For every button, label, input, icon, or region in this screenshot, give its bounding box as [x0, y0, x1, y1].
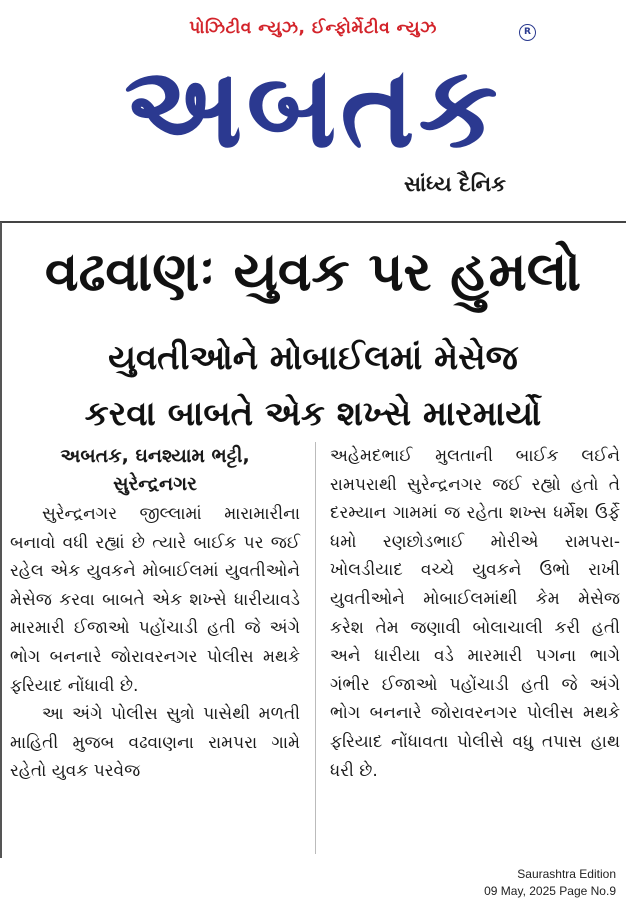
page-footer: [484, 866, 616, 900]
left-border: [0, 222, 2, 858]
newspaper-logo: અબતક: [124, 43, 502, 173]
article-subheadline-line2: કરવા બાબતે એક શખ્સે મારમાર્યો: [84, 394, 542, 434]
article-paragraph-2-start: આ અંગે પોલીસ સુત્રો પાસેથી મળતી માહિતી મુજબ વઢવાણના રામપરા ગામે રહેતો યુવક પરવેજ: [10, 704, 300, 782]
article-subheadline-line1: યુવતીઓને મોબાઈલમાં મેસેજ: [108, 338, 518, 378]
article-byline: [10, 442, 300, 498]
byline-author: અબતક, ઘનશ્યામ ભટ્ટી,: [60, 445, 250, 467]
edition-type-label: સાંધ્ય દૈનિક: [404, 172, 506, 196]
masthead: [0, 0, 626, 222]
article-paragraph-2-continued: અહેમદભાઈ મુલતાની બાઈક લઈને રામપરાથી સુરેન્દ્રનગર જઈ રહ્યો હતો તે દરમ્યાન ગામમાં જ રહેતા શખ્સ ધર્મેશ ઉર્ફે ધમો રણછોડભાઈ મોરીએ રામપરા-ખોલડીયાદ વચ્ચે યુવકને ઉભો રાખી યુવતીઓને મોબાઈલમાંથી કેમ મેસેજ કરેશ તેમ જણાવી બોલાચાલી કરી હતી અને ધારીયા વડે મારમારી પગના ભાગે ગંભીર ઈજાઓ પહોંચાડી હતી જે અંગે ભોગ બનનારે જોરાવરનગર પોલીસ મથકે ફરિયાદ નોંધાવતા પોલીસે વધુ તપાસ હાથ ધરી છે.: [330, 446, 620, 781]
masthead-divider: [0, 221, 626, 223]
registered-trademark-icon: R: [519, 24, 536, 41]
article-column-left: [10, 442, 300, 786]
article-headline: વઢવાણઃ યુવક પર હુમલો: [44, 240, 582, 303]
byline-location: સુરેન્દ્રનગર: [113, 473, 197, 495]
article-paragraph-1: સુરેન્દ્રનગર જીલ્લામાં મારામારીના બનાવો વધી રહ્યાં છે ત્યારે બાઈક પર જઈ રહેલ એક યુવકને મોબાઈલમાં યુવતીઓને મેસેજ કરવા બાબતે એક શખ્સે ધારીયાવડે મારમારી ઈજાઓ પહોંચાડી હતી જે અંગે ભોગ બનનારે જોરાવરનગર પોલીસ મથકે ફરિયાદ નોંધાવી છે.: [10, 504, 300, 696]
footer-edition: Saurashtra Edition: [517, 867, 616, 881]
footer-date-page: 09 May, 2025 Page No.9: [484, 884, 616, 898]
masthead-tagline: પોઝિટીવ ન્યુઝ, ઈન્ફોર્મેટીવ ન્યુઝ: [189, 18, 437, 38]
column-divider: [315, 442, 316, 854]
article-column-right: [330, 442, 620, 785]
